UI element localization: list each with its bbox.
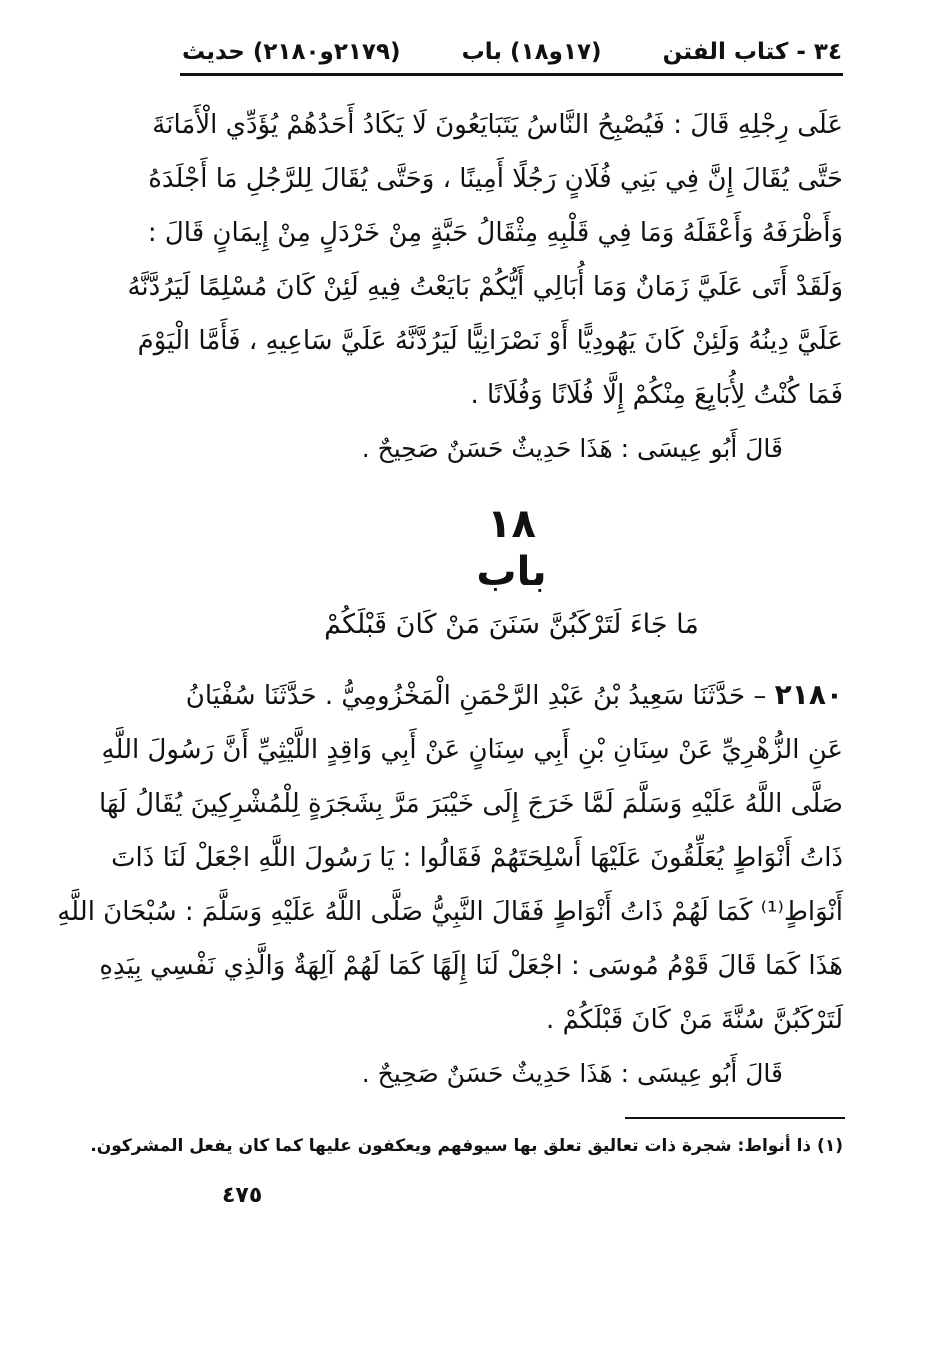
text-line: وَلَقَدْ أَتَى عَلَيَّ زَمَانٌ وَمَا أُبَالِي أَيُّكُمْ بَايَعْتُ فِيهِ لَئِنْ كَانَ مُسْلِمًا لَيَرُدَّنَّهُ <box>127 272 843 302</box>
text-line: أَنْوَاطٍ⁽¹⁾ كَمَا لَهُمْ ذَاتُ أَنْوَاطٍ فَقَالَ النَّبِيُّ صَلَّى اللَّهُ عَلَيْهِ وَسَلَّمَ : سُبْحَانَ اللَّهِ <box>57 897 843 927</box>
grading-statement: قَالَ أَبُو عِيسَى : هَذَا حَدِيثٌ حَسَنٌ صَحِيحٌ . <box>361 434 783 463</box>
header-divider <box>180 73 843 76</box>
hadith-number: ٢١٨٠ <box>774 678 843 711</box>
text-line: عَلَى رِجْلِهِ قَالَ : فَيُصْبِحُ النَّاسُ يَتَبَايَعُونَ لَا يَكَادُ أَحَدُهُمْ يُؤَدِّي الْأَمَانَةَ <box>152 110 843 140</box>
grading-statement: قَالَ أَبُو عِيسَى : هَذَا حَدِيثٌ حَسَنٌ صَحِيحٌ . <box>361 1059 783 1088</box>
footnote-divider <box>625 1117 845 1119</box>
hadith-2180 <box>57 668 843 1101</box>
text-line: وَأَظْرَفَهُ وَأَعْقَلَهُ وَمَا فِي قَلْبِهِ مِثْقَالُ حَبَّةٍ مِنْ خَرْدَلٍ مِنْ إِيمَانٍ قَالَ : <box>147 218 843 248</box>
running-header <box>182 30 842 74</box>
text-line: لَتَرْكَبُنَّ سُنَّةَ مَنْ كَانَ قَبْلَكُمْ . <box>546 1005 843 1035</box>
isnad-start: – حَدَّثَنَا سَعِيدُ بْنُ عَبْدِ الرَّحْمَنِ الْمَخْزُومِيُّ . حَدَّثَنَا سُفْيَانُ <box>185 681 767 711</box>
chapter-number: ١٨ <box>487 501 536 547</box>
header-section: (١٧و١٨) باب <box>461 39 602 65</box>
header-hadith-range: (٢١٧٩و٢١٨٠) حديث <box>182 39 401 65</box>
header-chapter-title: ٣٤ - كتاب الفتن <box>662 39 842 65</box>
hadith-first-line <box>183 668 843 723</box>
continued-hadith <box>127 98 843 476</box>
chapter-heading <box>180 500 843 648</box>
text-line: عَلَيَّ دِينُهُ وَلَئِنْ كَانَ يَهُودِيًّا أَوْ نَصْرَانِيًّا لَيَرُدَّنَّهُ عَلَيَّ سَاعِيهِ ، فَأَمَّا الْيَوْمَ <box>137 326 843 356</box>
text-line: فَمَا كُنْتُ لِأُبَايِعَ مِنْكُمْ إِلَّا فُلَانًا وَفُلَانًا . <box>470 380 843 410</box>
chapter-label: باب <box>476 549 547 595</box>
page-number: ٤٧٥ <box>222 1183 263 1208</box>
text-line: ذَاتُ أَنْوَاطٍ يُعَلِّقُونَ عَلَيْهَا أَسْلِحَتَهُمْ فَقَالُوا : يَا رَسُولَ اللَّهِ اجْعَلْ لَنَا ذَاتَ <box>111 843 843 873</box>
text-line: حَتَّى يُقَالَ إِنَّ فِي بَنِي فُلَانٍ رَجُلًا أَمِينًا ، وَحَتَّى يُقَالَ لِلرَّجُلِ مَا أَجْلَدَهُ <box>148 164 843 194</box>
text-line: هَذَا كَمَا قَالَ قَوْمُ مُوسَى : اجْعَلْ لَنَا إِلَهًا كَمَا لَهُمْ آلِهَةٌ وَالَّذِي نَفْسِي بِيَدِهِ <box>99 951 843 981</box>
text-line: صَلَّى اللَّهُ عَلَيْهِ وَسَلَّمَ لَمَّا خَرَجَ إِلَى خَيْبَرَ مَرَّ بِشَجَرَةٍ لِلْمُشْرِكِينَ يُقَالُ لَهَا <box>99 789 843 819</box>
footnote: (١) ذا أنواط: شجرة ذات تعاليق تعلق بها سيوفهم ويعكفون عليها كما كان يفعل المشركون. <box>90 1136 843 1156</box>
text-line: عَنِ الزُّهْرِيِّ عَنْ سِنَانِ بْنِ أَبِي سِنَانٍ عَنْ أَبِي وَاقِدٍ اللَّيْثِيِّ أَنَّ رَسُولَ اللَّهِ <box>101 735 843 765</box>
chapter-title: مَا جَاءَ لَتَرْكَبُنَّ سَنَنَ مَنْ كَانَ قَبْلَكُمْ <box>324 609 699 640</box>
